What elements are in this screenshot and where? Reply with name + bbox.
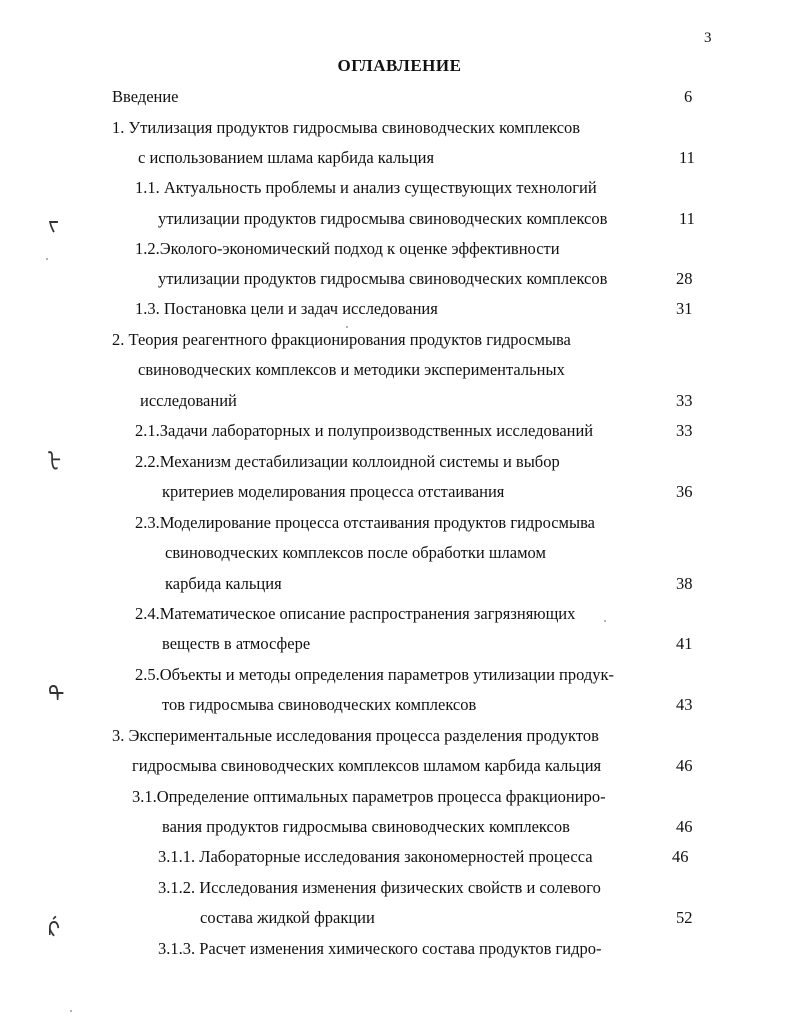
toc-page: 6: [684, 87, 693, 106]
scan-speck: [346, 326, 348, 328]
scan-speck: [46, 258, 48, 260]
toc-page: 46: [672, 847, 689, 866]
toc-entry: 2.4.Математическое описание распространения загрязняющих: [135, 604, 576, 623]
page-number: 3: [704, 30, 712, 46]
toc-page: 11: [679, 209, 695, 228]
toc-entry: 2.1.Задачи лабораторных и полупроизводственных исследований: [135, 421, 594, 440]
toc-page: 46: [676, 756, 693, 775]
toc-page: 41: [676, 634, 693, 653]
toc-page: 28: [676, 269, 693, 288]
toc-entry: 1.1. Актуальность проблемы и анализ существующих технологий: [135, 178, 597, 197]
margin-mark: ᡬ: [48, 918, 61, 943]
toc-entry: 2. Теория реагентного фракционирования продуктов гидросмыва: [112, 330, 571, 349]
toc-entry: тов гидросмыва свиноводческих комплексов: [162, 695, 477, 714]
toc-entry: 3.1.Определение оптимальных параметров процесса фракциониро-: [132, 787, 606, 806]
toc-entry: исследований: [140, 391, 237, 410]
margin-mark: ᡪ: [48, 212, 59, 237]
margin-mark: ᠲ: [48, 683, 65, 708]
toc-entry: карбида кальция: [165, 574, 282, 593]
toc-page: 33: [676, 391, 693, 410]
toc-entry: 3. Экспериментальные исследования процесса разделения продуктов: [112, 726, 599, 745]
toc-page: 33: [676, 421, 693, 440]
toc-entry: Введение: [112, 87, 179, 106]
toc-entry: 1.2.Эколого-экономический подход к оценке эффективности: [135, 239, 560, 258]
page-title: ОГЛАВЛЕНИЕ: [337, 56, 462, 75]
toc-page: 11: [679, 148, 695, 167]
toc-page: 38: [676, 574, 693, 593]
toc-page: 43: [676, 695, 693, 714]
toc-entry: веществ в атмосфере: [162, 634, 311, 653]
toc-entry: 2.2.Механизм дестабилизации коллоидной системы и выбор: [135, 452, 560, 471]
toc-page: 31: [676, 299, 693, 318]
toc-entry: с использованием шлама карбида кальция: [138, 148, 435, 167]
toc-entry: 3.1.3. Расчет изменения химического состава продуктов гидро-: [158, 939, 602, 958]
toc-entry: 1. Утилизация продуктов гидросмыва свиноводческих комплексов: [112, 118, 581, 137]
toc-entry: гидросмыва свиноводческих комплексов шламом карбида кальция: [132, 756, 602, 775]
toc-entry: 2.5.Объекты и методы определения параметров утилизации продук-: [135, 665, 615, 684]
toc-entry: утилизации продуктов гидросмыва свиноводческих комплексов: [158, 269, 608, 288]
toc-entry: 3.1.1. Лабораторные исследования закономерностей процесса: [158, 847, 593, 866]
margin-mark: ᡫ: [48, 449, 62, 474]
toc-entry: 3.1.2. Исследования изменения физических свойств и солевого: [158, 878, 601, 897]
toc-entry: 2.3.Моделирование процесса отстаивания продуктов гидросмыва: [135, 513, 595, 532]
toc-entry: утилизации продуктов гидросмыва свиноводческих комплексов: [158, 209, 608, 228]
toc-page: 46: [676, 817, 693, 836]
toc-entry: критериев моделирования процесса отстаивания: [162, 482, 505, 501]
toc-entry: вания продуктов гидросмыва свиноводческих комплексов: [162, 817, 570, 836]
toc-entry: свиноводческих комплексов после обработки шламом: [165, 543, 546, 562]
toc-entry: 1.3. Постановка цели и задач исследования: [135, 299, 438, 318]
toc-entry: свиноводческих комплексов и методики экспериментальных: [138, 360, 565, 379]
toc-entry: состава жидкой фракции: [200, 908, 375, 927]
toc-page: 52: [676, 908, 693, 927]
scan-speck: [604, 620, 606, 622]
scan-speck: [70, 1010, 72, 1012]
toc-page: 36: [676, 482, 693, 501]
